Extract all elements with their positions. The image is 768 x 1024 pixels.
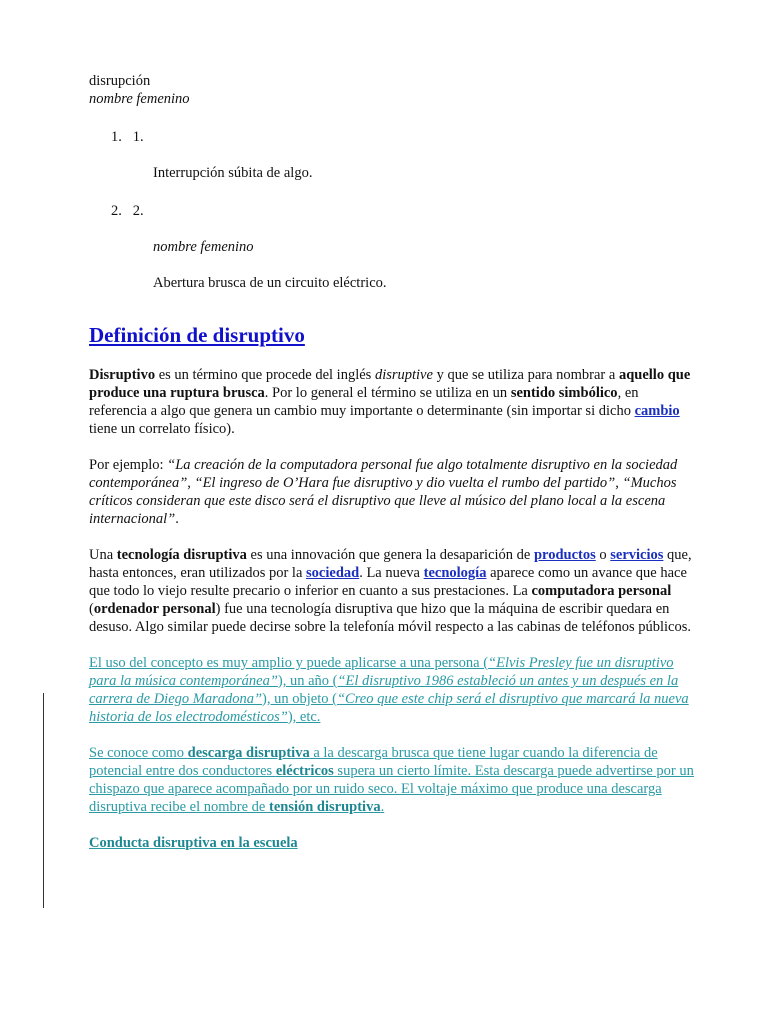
- entry-pos: nombre femenino: [89, 91, 190, 107]
- paragraph-definition: Disruptivo es un término que procede del inglés disruptive y que se utiliza para nombrar a aquello que produce una ruptura brusca. Por lo general el término se utiliza en un sentido simbólico, en referencia a algo que genera un cambio muy importante o determinante (sin importar si dicho cambio tiene un correlato físico).: [89, 367, 691, 437]
- paragraph-usage[interactable]: El uso del concepto es muy amplio y puede aplicarse a una persona (“Elvis Presley fue un disruptivo para la música contemporánea”), un año (“El disruptivo 1986 estableció un antes y un después en la carrera de Diego Maradona”), un objeto (“Creo que este chip será el disruptivo que marcará la nueva historia de los electrodomésticos”), etc.: [89, 655, 689, 725]
- paragraph-technology: Una tecnología disruptiva es una innovación que genera la desaparición de productos o servicios que, hasta entonces, eran utilizados por la sociedad. La nueva tecnología aparece como un avance que hace que todo lo viejo resulte precario o inferior en cuanto a sus prestaciones. La computadora personal (ordenador personal) fue una tecnología disruptiva que hizo que la máquina de escribir quedara en desuso. Algo similar puede decirse sobre la telefonía móvil respecto a las cabinas de teléfonos públicos.: [89, 547, 692, 635]
- sense-item: [89, 128, 699, 182]
- link-tecnologia[interactable]: tecnología: [423, 565, 487, 581]
- subheading-school[interactable]: Conducta disruptiva en la escuela: [89, 835, 298, 851]
- sense-item: [89, 202, 699, 292]
- document-page: [89, 72, 699, 852]
- paragraph-discharge[interactable]: Se conoce como descarga disruptiva a la descarga brusca que tiene lugar cuando la diferencia de potencial entre dos conductores eléctricos supera un cierto límite. Esta descarga puede advertirse por un chispazo que aparece acompañado por un ruido seco. El voltaje máximo que produce una descarga disruptiva recibe el nombre de tensión disruptiva.: [89, 745, 694, 815]
- sense-list: [89, 128, 699, 292]
- sense-number: 1. 1.: [111, 129, 144, 145]
- link-productos[interactable]: productos: [533, 547, 596, 563]
- sense-number: 2. 2.: [111, 203, 144, 219]
- margin-bar: [43, 693, 44, 908]
- sense-text: Abertura brusca de un circuito eléctrico.: [153, 275, 387, 291]
- link-cambio[interactable]: cambio: [634, 403, 680, 419]
- link-sociedad[interactable]: sociedad: [306, 565, 360, 581]
- link-servicios[interactable]: servicios: [610, 547, 664, 563]
- paragraph-examples: Por ejemplo: “La creación de la computadora personal fue algo totalmente disruptivo en la sociedad contemporánea”, “El ingreso de O’Hara fue disruptivo y dio vuelta el rumbo del partido”, “Muchos críticos consideran que este disco será el disruptivo que lleve al músico del plano local a la escena internacional”.: [89, 457, 678, 527]
- entry-word: disrupción: [89, 73, 151, 89]
- section-heading[interactable]: Definición de disruptivo: [89, 323, 305, 347]
- sense-pos: nombre femenino: [153, 239, 254, 255]
- sense-text: Interrupción súbita de algo.: [153, 165, 313, 181]
